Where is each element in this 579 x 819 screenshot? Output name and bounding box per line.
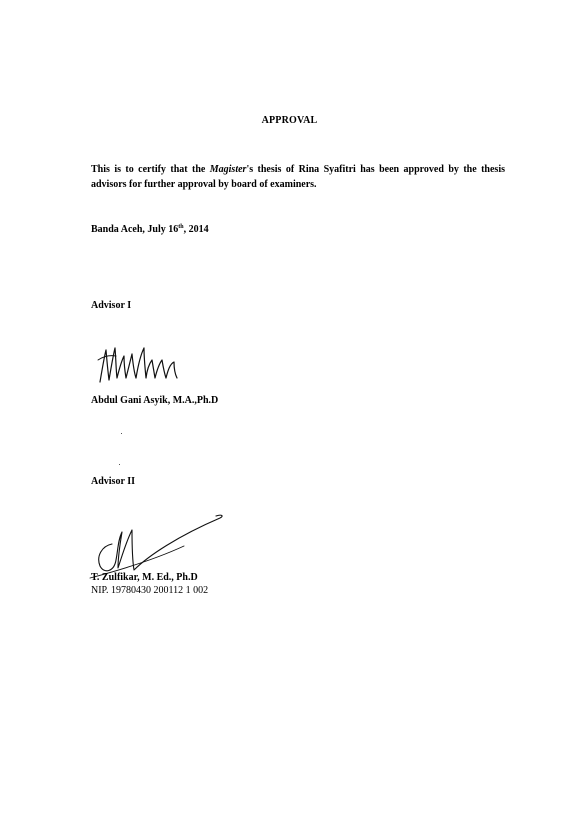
advisor-1-heading: Advisor I [91,300,132,311]
statement-part1: This is to certify that the [91,164,210,175]
approval-statement [91,162,505,192]
statement-emphasis: Magister [209,164,247,175]
advisor-2-nip: NIP. 19780430 200112 1 002 [91,585,209,596]
statement-part2: 's thesis of Rina Syafitri has been approved by the thesis advisors for further approval by board of examiners. [91,164,505,190]
advisor-1-signature [94,340,189,390]
document-title: APPROVAL [261,115,318,126]
place-date-prefix: Banda Aceh, July 16 [91,224,179,235]
advisor-2-heading: Advisor II [91,476,135,487]
place-date-superscript: th [178,224,184,230]
scan-speck [119,464,120,465]
scan-speck [121,433,122,434]
advisor-1-name: Abdul Gani Asyik, M.A.,Ph.D [91,395,219,406]
place-date [91,224,209,235]
place-date-suffix: , 2014 [183,224,209,235]
advisor-2-name: T. Zulfikar, M. Ed., Ph.D [91,572,198,583]
